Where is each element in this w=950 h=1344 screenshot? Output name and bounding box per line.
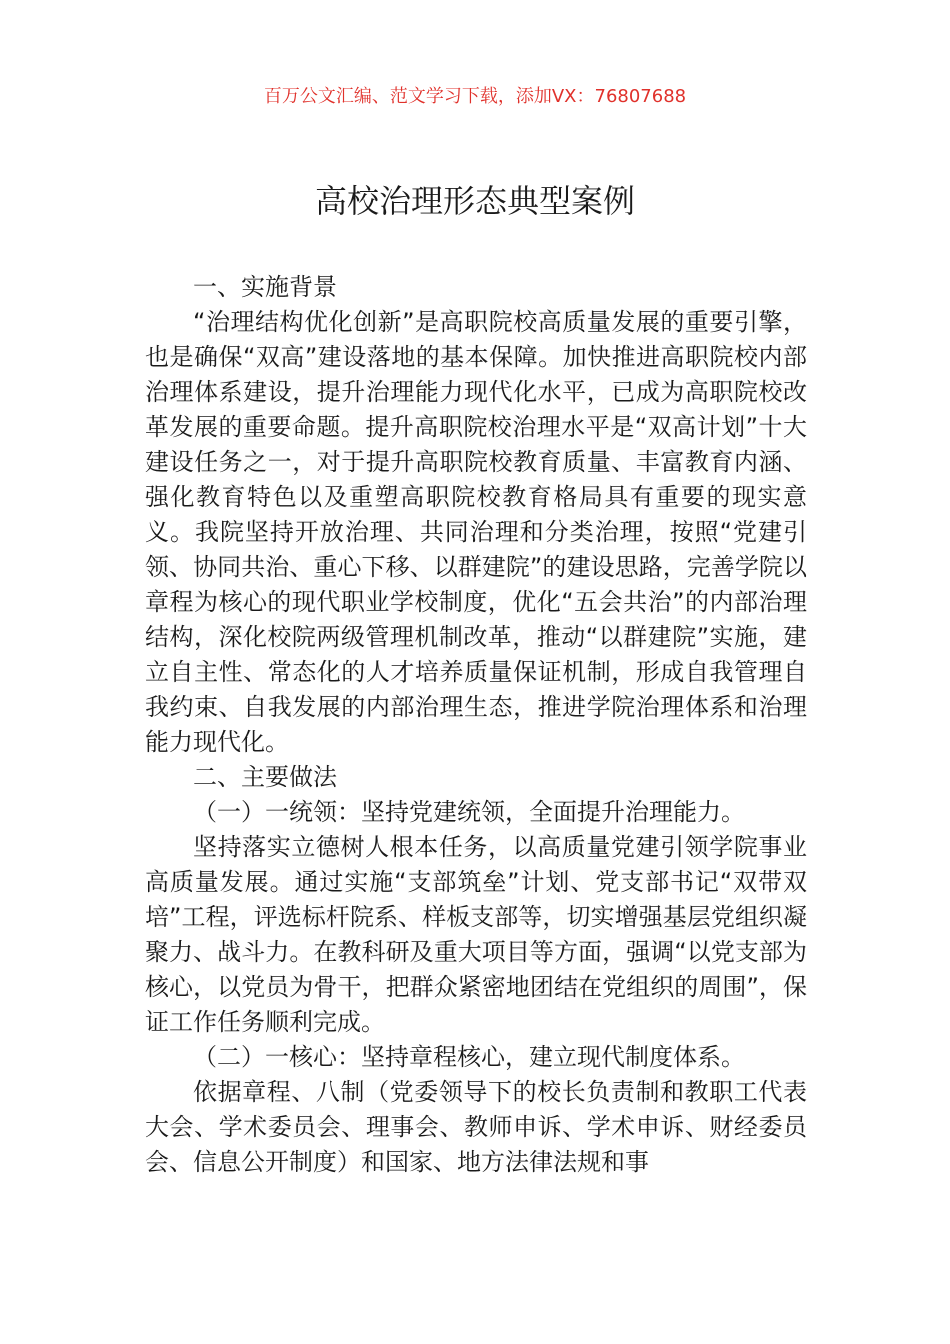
paragraph-party-leadership: 坚持落实立德树人根本任务，以高质量党建引领学院事业高质量发展。通过实施“支部筑垒”计划、党支部书记“双带双培”工程，评选标杆院系、样板支部等，切实增强基层党组织凝聚力、战斗力。在教科研及重大项目等方面，强调“以党支部为核心，以党员为骨干，把群众紧密地团结在党组织的周围”，保证工作任务顺利完成。 — [145, 833, 807, 1036]
download-promo-note: 百万公文汇编、范文学习下载，添加VX：76807688 — [263, 86, 687, 107]
document-title: 高校治理形态典型案例 — [314, 182, 635, 220]
document-body — [145, 270, 807, 1180]
section-heading-background: 一、实施背景 — [193, 273, 337, 301]
subheading-party-leadership: （一）一统领：坚持党建统领，全面提升治理能力。 — [193, 798, 745, 826]
paragraph-background: “治理结构优化创新”是高职院校高质量发展的重要引擎，也是确保“双高”建设落地的基本保障。加快推进高职院校内部治理体系建设，提升治理能力现代化水平，已成为高职院校改革发展的重要命题。提升高职院校治理水平是“双高计划”十大建设任务之一，对于提升高职院校教育质量、丰富教育内涵、强化教育特色以及重塑高职院校教育格局具有重要的现实意义。我院坚持开放治理、共同治理和分类治理，按照“党建引领、协同共治、重心下移、以群建院”的建设思路，完善学院以章程为核心的现代职业学校制度，优化“五会共治”的内部治理结构，深化校院两级管理机制改革，推动“以群建院”实施，建立自主性、常态化的人才培养质量保证机制，形成自我管理自我约束、自我发展的内部治理生态，推进学院治理体系和治理能力现代化。 — [145, 308, 807, 756]
paragraph-charter-core: 依据章程、八制（党委领导下的校长负责制和教职工代表大会、学术委员会、理事会、教师申诉、学术申诉、财经委员会、信息公开制度）和国家、地方法律法规和事 — [145, 1078, 807, 1176]
subheading-charter-core: （二）一核心：坚持章程核心，建立现代制度体系。 — [193, 1043, 745, 1071]
section-heading-practices: 二、主要做法 — [193, 763, 337, 791]
